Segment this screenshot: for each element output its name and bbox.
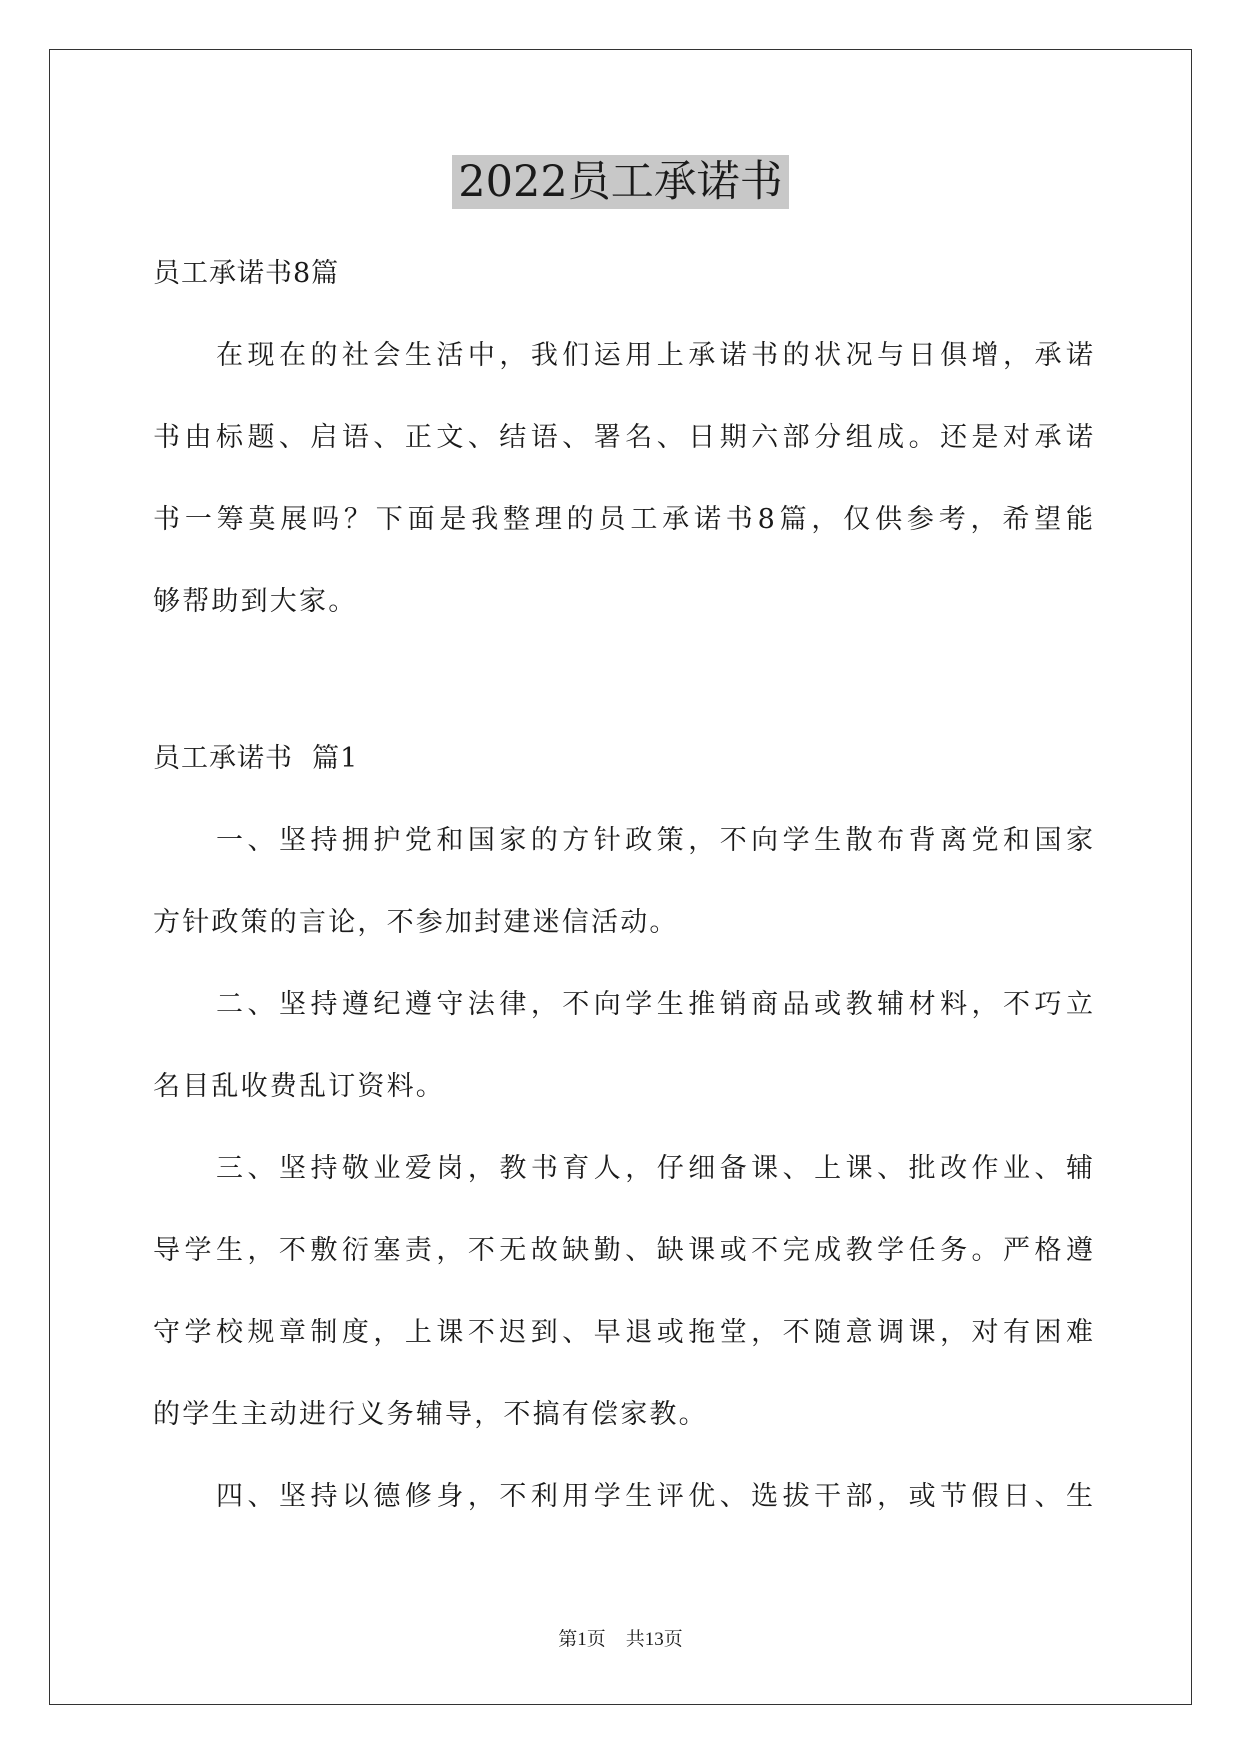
paragraph-line: 导学生，不敷衍塞责，不无故缺勤、缺课或不完成教学任务。严格遵: [153, 1235, 1093, 1266]
page-prefix: 第: [558, 1628, 578, 1650]
document-title-text: 2022员工承诺书: [452, 155, 788, 209]
intro-paragraph: [153, 315, 1093, 643]
paragraph-2: [153, 964, 1093, 1128]
document-subtitle: 员工承诺书8篇: [153, 258, 340, 289]
paragraph-line: 二、坚持遵纪遵守法律，不向学生推销商品或教辅材料，不巧立: [216, 989, 1093, 1020]
section-heading: 员工承诺书 篇1: [153, 743, 359, 774]
paragraph-line: 四、坚持以德修身，不利用学生评优、选拔干部，或节假日、生: [216, 1481, 1093, 1512]
paragraph-line: 够帮助到大家。: [153, 586, 358, 617]
total-pages: 13: [644, 1629, 664, 1650]
total-suffix: 页: [663, 1628, 683, 1650]
paragraph-line: 一、坚持拥护党和国家的方针政策，不向学生散布背离党和国家: [216, 825, 1093, 856]
document-body: [153, 233, 1093, 1538]
page-number: 1: [577, 1629, 587, 1650]
document-title: [0, 152, 1241, 212]
paragraph-line: 方针政策的言论，不参加封建迷信活动。: [153, 907, 679, 938]
page-footer: [0, 1627, 1241, 1652]
page-suffix: 页: [586, 1628, 606, 1650]
total-prefix: 共: [625, 1628, 645, 1650]
paragraph-4: [153, 1456, 1093, 1538]
paragraph-line: 的学生主动进行义务辅导，不搞有偿家教。: [153, 1399, 708, 1430]
paragraph-line: 书由标题、启语、正文、结语、署名、日期六部分组成。还是对承诺: [153, 422, 1093, 453]
paragraph-line: 守学校规章制度，上课不迟到、早退或拖堂，不随意调课，对有困难: [153, 1317, 1093, 1348]
paragraph-line: 三、坚持敬业爱岗，教书育人，仔细备课、上课、批改作业、辅: [216, 1153, 1093, 1184]
paragraph-line: 名目乱收费乱订资料。: [153, 1071, 445, 1102]
paragraph-3: [153, 1128, 1093, 1456]
paragraph-1: [153, 800, 1093, 964]
paragraph-line: 在现在的社会生活中，我们运用上承诺书的状况与日俱增，承诺: [216, 340, 1093, 371]
paragraph-line: 书一筹莫展吗？下面是我整理的员工承诺书8篇，仅供参考，希望能: [153, 504, 1093, 535]
section-gap: [153, 643, 1093, 718]
